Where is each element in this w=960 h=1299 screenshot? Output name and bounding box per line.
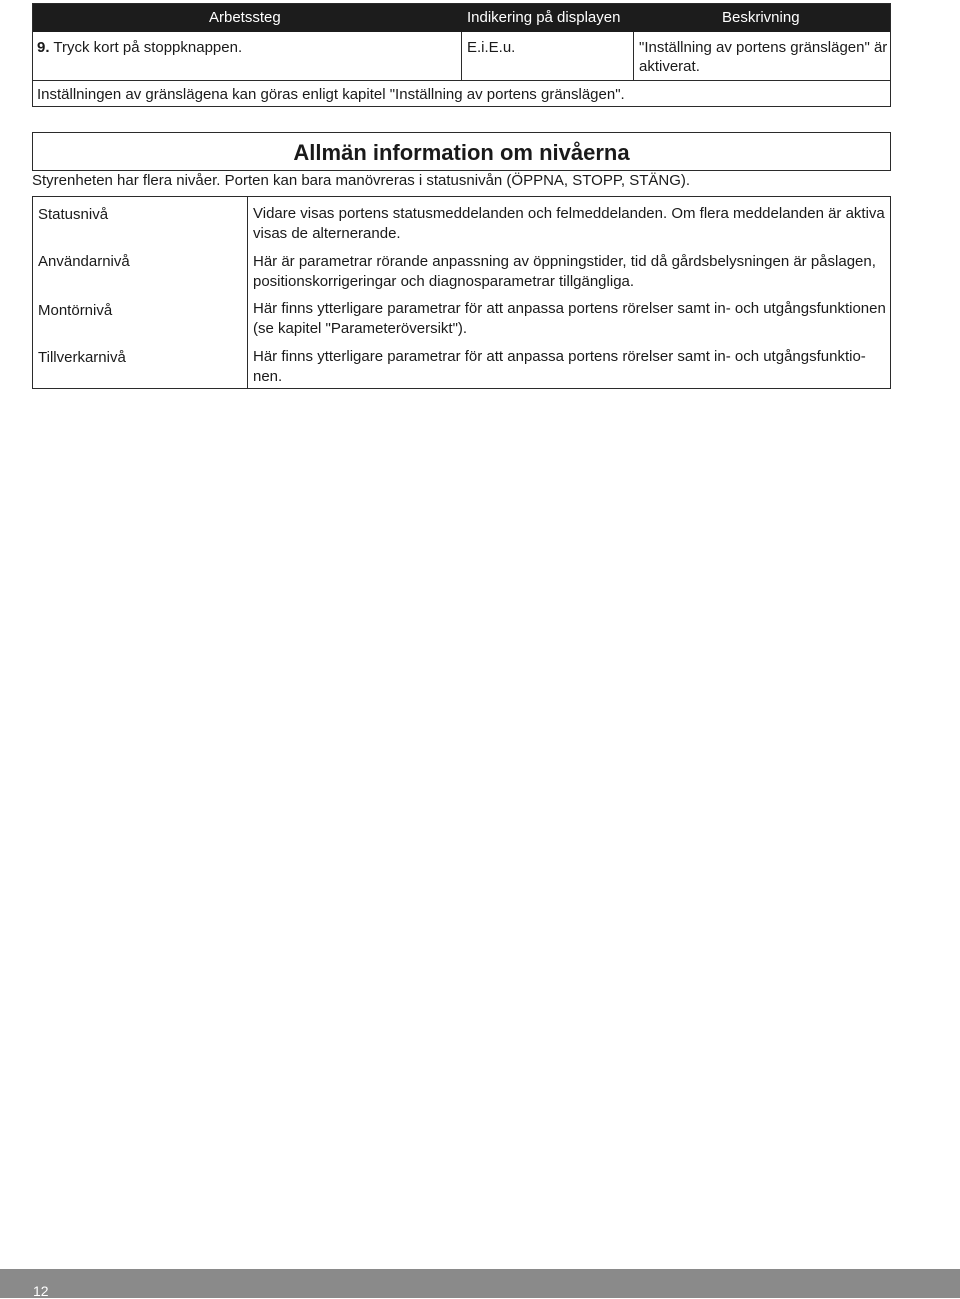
level-description: Här är parametrar rörande anpassning av öppningstider, tid då gårdsbelysningen är påslagen, positionskorrigeringar och diagnosparametrar tillgängliga. bbox=[253, 253, 876, 290]
step-description: "Inställning av portens gränslägen" är aktiverat. bbox=[639, 39, 888, 75]
header-description: Beskrivning bbox=[722, 9, 800, 26]
table-note: Inställningen av gränslägena kan göras enligt kapitel "Inställning av portens gränslägen". bbox=[37, 86, 625, 103]
page-footer bbox=[0, 1269, 960, 1298]
level-name: Tillverkarnivå bbox=[38, 349, 126, 366]
step-number: 9. bbox=[37, 39, 50, 56]
step-cell bbox=[37, 38, 242, 57]
levels-table bbox=[32, 196, 891, 389]
level-description: Här finns ytterligare parametrar för att anpassa portens rörelser samt in- och utgångsfunktionen (se kapitel "Parameteröversikt"). bbox=[253, 300, 886, 337]
table-header-row bbox=[33, 4, 890, 32]
level-name: Statusnivå bbox=[38, 206, 109, 223]
column-divider bbox=[633, 32, 634, 80]
header-display: Indikering på displayen bbox=[467, 9, 621, 26]
page-number: 12 bbox=[33, 1283, 49, 1299]
level-description: Vidare visas portens statusmeddelanden och felmeddelanden. Om flera meddelanden är aktiva visas de alternerande. bbox=[253, 205, 885, 242]
display-indication: E.i.E.u. bbox=[467, 39, 516, 56]
level-name: Montörnivå bbox=[38, 302, 113, 319]
level-name: Användarnivå bbox=[38, 253, 130, 270]
column-divider bbox=[461, 32, 462, 80]
step-text: Tryck kort på stoppknappen. bbox=[49, 39, 243, 56]
procedure-table bbox=[32, 3, 891, 107]
column-divider bbox=[247, 197, 248, 388]
row-divider bbox=[33, 80, 890, 81]
section-heading-box bbox=[32, 132, 891, 171]
level-description: Här finns ytterligare parametrar för att anpassa portens rörelser samt in- och utgångsfunktio-nen. bbox=[253, 348, 866, 385]
section-intro: Styrenheten har flera nivåer. Porten kan bara manövreras i statusnivån (ÖPPNA, STOPP, STÄNG). bbox=[32, 172, 691, 189]
section-title: Allmän information om nivåerna bbox=[293, 140, 630, 165]
header-step: Arbetssteg bbox=[209, 9, 281, 26]
